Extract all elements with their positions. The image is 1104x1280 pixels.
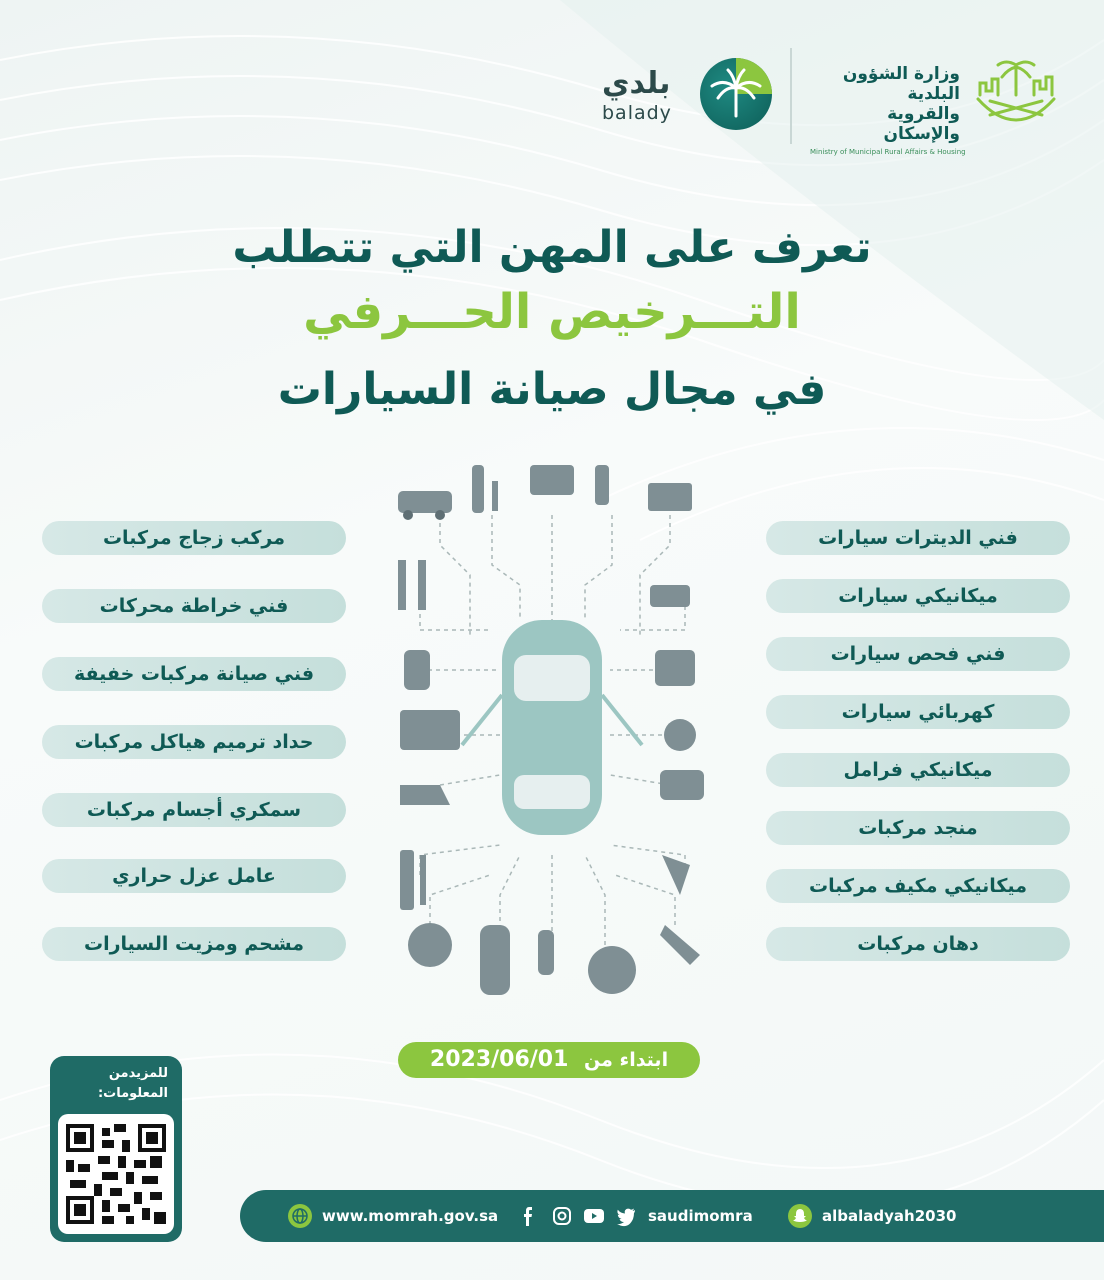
oil-can-icon [400, 785, 450, 805]
welding-icon [660, 925, 700, 965]
balady-logo-english: balady [602, 102, 672, 124]
profession-pill: ميكانيكي سيارات [766, 579, 1070, 613]
piston-icon [472, 465, 484, 513]
title-line-3: في مجال صيانة السيارات [277, 364, 827, 415]
tire-icon [480, 925, 510, 995]
profession-pill: منجد مركبات [766, 811, 1070, 845]
car-services-diagram [380, 455, 725, 1010]
profession-pill: كهربائي سيارات [766, 695, 1070, 729]
qr-card [50, 1056, 182, 1242]
exhaust-icon [538, 930, 554, 975]
balady-palm-icon [700, 58, 772, 130]
title-line-1: تعرف على المهن التي تتطلب [232, 222, 872, 273]
start-date-badge [398, 1042, 700, 1078]
start-date-value: 2023/06/01 [429, 1047, 569, 1072]
fuel-nozzle-icon [662, 855, 690, 895]
snapchat-handle[interactable]: albaladyah2030 [822, 1207, 957, 1225]
snapchat-icon[interactable] [788, 1204, 812, 1228]
profession-pill: فني فحص سيارات [766, 637, 1070, 671]
profession-pill: مشحم ومزيت السيارات [42, 927, 346, 961]
diagnostic-monitor-icon [400, 710, 460, 750]
qr-caption-line1: للمزيدمن [108, 1066, 168, 1081]
instagram-icon[interactable] [550, 1204, 574, 1228]
injector-icon [595, 465, 609, 505]
start-date-label: ابتداء من [584, 1049, 669, 1071]
profession-pill: فني خراطة محركات [42, 589, 346, 623]
profession-pill: فني صيانة مركبات خفيفة [42, 657, 346, 691]
car-lift-icon [530, 465, 574, 495]
tow-truck-icon [398, 491, 452, 513]
profession-pill: دهان مركبات [766, 927, 1070, 961]
tools-icon [398, 560, 406, 610]
qr-caption [50, 1064, 168, 1104]
profession-pill: مركب زجاج مركبات [42, 521, 346, 555]
ministry-name [810, 64, 966, 156]
car-top-view-icon [462, 620, 642, 835]
globe-icon [288, 1204, 312, 1228]
gears-icon [664, 719, 696, 751]
balady-logo [602, 58, 772, 130]
footer-bar [240, 1190, 1104, 1242]
social-handle[interactable]: saudimomra [648, 1207, 753, 1225]
facebook-icon[interactable] [516, 1204, 540, 1228]
wrench-icon [492, 481, 498, 511]
balady-logo-arabic: بلدي [602, 66, 671, 101]
profession-pill: ميكانيكي فرامل [766, 753, 1070, 787]
qr-code[interactable] [58, 1114, 174, 1234]
title-line-2: التـــرخيص الحـــرفي [303, 284, 801, 340]
profession-pill: عامل عزل حراري [42, 859, 346, 893]
ministry-name-english: Ministry of Municipal Rural Affairs & Housing [810, 148, 966, 156]
suspension-icon [655, 650, 695, 686]
car-repair-icon [660, 770, 704, 800]
profession-pill: سمكري أجسام مركبات [42, 793, 346, 827]
battery-icon [648, 483, 692, 511]
brake-disc-icon [408, 923, 452, 967]
profession-pill: حداد ترميم هياكل مركبات [42, 725, 346, 759]
youtube-icon[interactable] [582, 1204, 606, 1228]
shock-absorber-icon [400, 850, 414, 910]
ministry-name-arabic-line2: والقروية والإسكان [883, 104, 960, 144]
profession-pill: ميكانيكي مكيف مركبات [766, 869, 1070, 903]
ministry-emblem-icon [970, 55, 1062, 139]
spray-car-icon [650, 585, 690, 607]
profession-pill: فني الديترات سيارات [766, 521, 1070, 555]
qr-code-icon [66, 1124, 166, 1224]
twitter-icon[interactable] [614, 1204, 638, 1228]
header-divider [790, 48, 792, 144]
ministry-name-arabic-line1: وزارة الشؤون البلدية [842, 64, 960, 104]
website-link[interactable]: www.momrah.gov.sa [322, 1207, 499, 1225]
rim-icon [588, 946, 636, 994]
car-key-icon [404, 650, 430, 690]
qr-caption-line2: المعلومات: [97, 1086, 168, 1101]
